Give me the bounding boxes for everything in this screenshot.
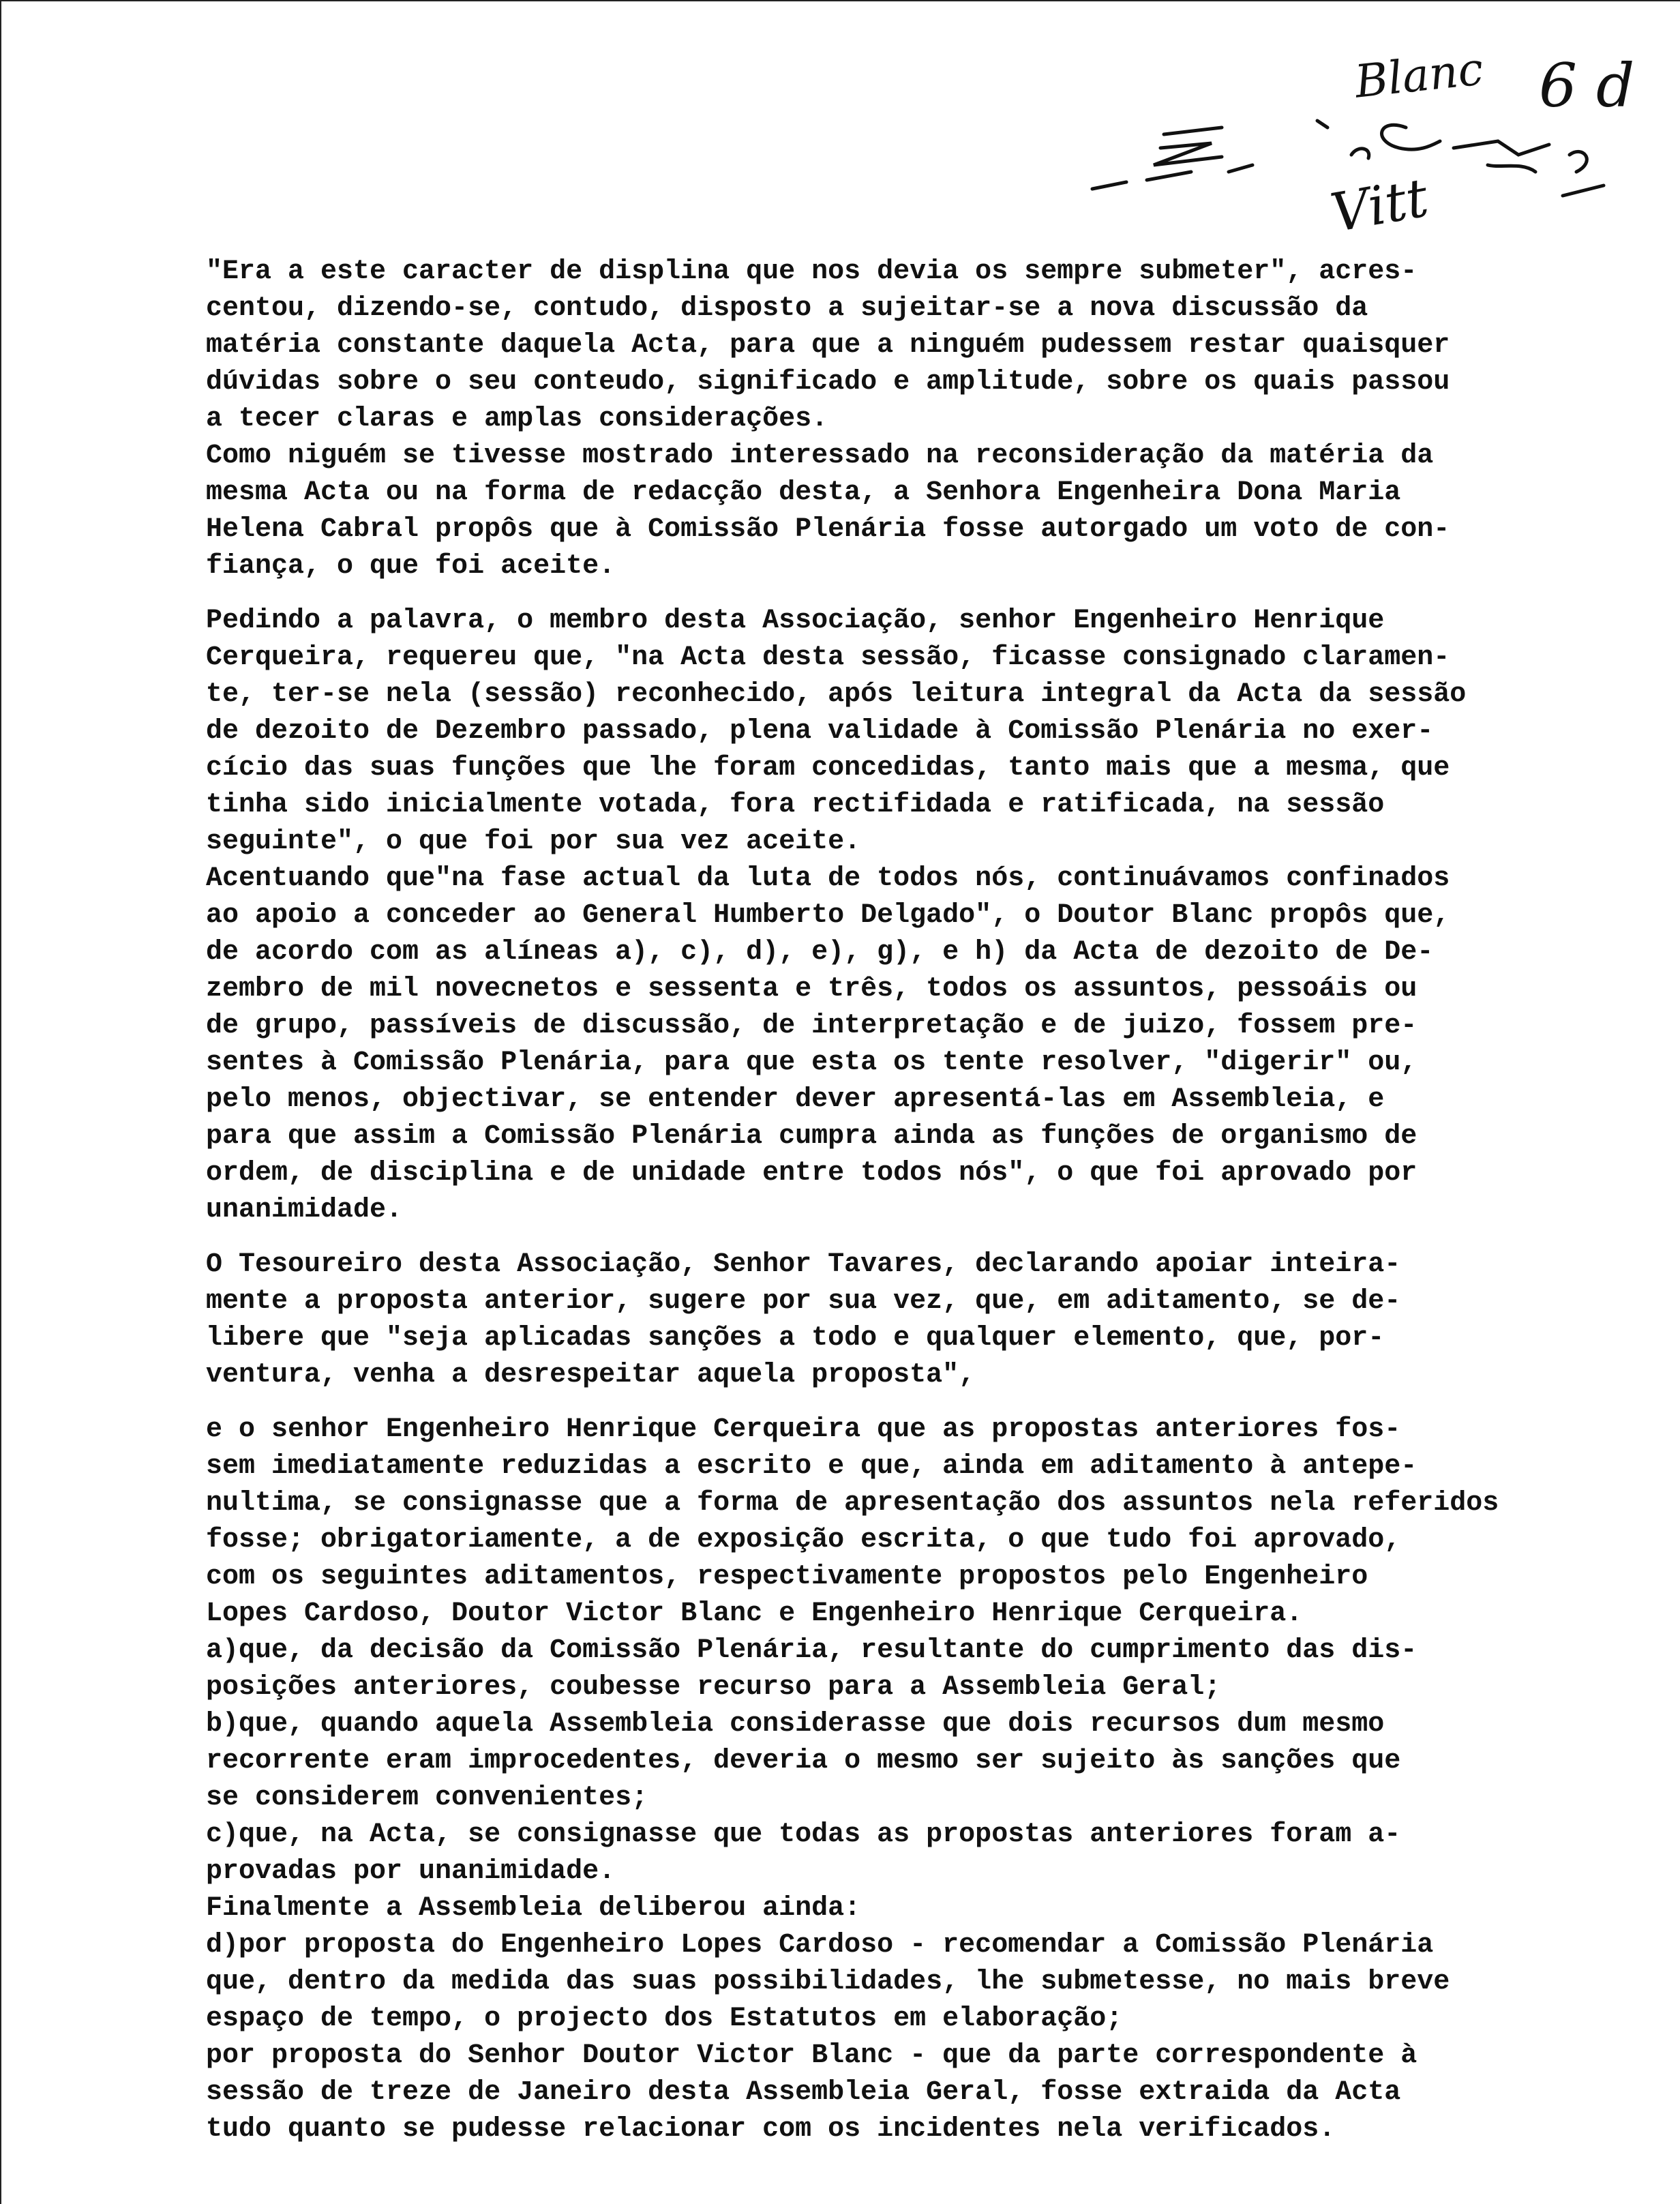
text-line: tinha sido inicialmente votada, fora rectifidada e ratificada, na sessão [206,790,1385,820]
text-line: ordem, de disciplina e de unidade entre todos nós", o que foi aprovado por [206,1158,1418,1189]
handwritten-scribbles [1,1,1680,288]
list-item-d: d)por proposta do Engenheiro Lopes Cardoso - recomendar a Comissão Plenária [206,1930,1434,1961]
text-line: cício das suas funções que lhe foram concedidas, tanto mais que a mesma, que [206,753,1450,784]
text-line: sessão de treze de Janeiro desta Assembleia Geral, fosse extraida da Acta [206,2077,1401,2108]
paragraph-6 [206,1412,1556,2148]
text-line: por proposta do Senhor Doutor Victor Blanc - que da parte correspondente à [206,2040,1418,2071]
list-item-b: b)que, quando aquela Assembleia considerasse que dois recursos dum mesmo [206,1709,1385,1740]
text-line: sem imediatamente reduzidas a escrito e que, ainda em aditamento à antepe- [206,1451,1418,1482]
text-line: provadas por unanimidade. [206,1856,616,1887]
text-line: e o senhor Engenheiro Henrique Cerqueira que as propostas anteriores fos- [206,1414,1401,1445]
text-line: ao apoio a conceder ao General Humberto Delgado", o Doutor Blanc propôs que, [206,900,1450,931]
text-line: Cerqueira, requereu que, "na Acta desta sessão, ficasse consignado claramen- [206,642,1450,673]
handwritten-initials: Vitt [1326,167,1433,245]
paragraph-2 [206,438,1556,585]
text-line: de acordo com as alíneas a), c), d), e), g), e h) da Acta de dezoito de De- [206,937,1434,968]
text-line: pelo menos, objectivar, se entender dever apresentá-las em Assembleia, e [206,1084,1385,1115]
text-line: para que assim a Comissão Plenária cumpra ainda as funções de organismo de [206,1121,1418,1152]
text-line: Como niguém se tivesse mostrado interessado na reconsideração da matéria da [206,441,1434,471]
text-line: te, ter-se nela (sessão) reconhecido, após leitura integral da Acta da sessão [206,679,1467,710]
text-line: nultima, se consignasse que a forma de apresentação dos assuntos nela referidos [206,1488,1499,1519]
text-line: Lopes Cardoso, Doutor Victor Blanc e Engenheiro Henrique Cerqueira. [206,1598,1303,1629]
text-line: mente a proposta anterior, sugere por sua vez, que, em aditamento, se de- [206,1286,1401,1317]
typed-body [206,254,1556,2148]
text-line: seguinte", o que foi por sua vez aceite. [206,827,861,857]
text-line: centou, dizendo-se, contudo, disposto a sujeitar-se a nova discussão da [206,293,1368,324]
text-line: O Tesoureiro desta Associação, Senhor Tavares, declarando apoiar inteira- [206,1249,1401,1280]
handwritten-name: Blanc [1352,42,1486,108]
paragraph-4 [206,861,1556,1229]
paragraph-1 [206,254,1556,438]
text-line: matéria constante daquela Acta, para que a ninguém pudessem restar quaisquer [206,330,1450,361]
text-line: espaço de tempo, o projecto dos Estatutos em elaboração; [206,2004,1123,2034]
text-line: de dezoito de Dezembro passado, plena validade à Comissão Plenária no exer- [206,716,1434,747]
text-line: "Era a este caracter de displina que nos devia os sempre submeter", acres- [206,256,1418,287]
text-line: de grupo, passíveis de discussão, de interpretação e de juizo, fossem pre- [206,1011,1418,1041]
text-line: fiança, o que foi aceite. [206,551,616,582]
text-line: com os seguintes aditamentos, respectivamente propostos pelo Engenheiro [206,1562,1368,1592]
text-line: Acentuando que"na fase actual da luta de todos nós, continuávamos confinados [206,863,1450,894]
text-line: dúvidas sobre o seu conteudo, significado e amplitude, sobre os quais passou [206,367,1450,398]
paragraph-5 [206,1247,1556,1394]
text-line: Finalmente a Assembleia deliberou ainda: [206,1893,861,1924]
text-line: fosse; obrigatoriamente, a de exposição escrita, o que tudo foi aprovado, [206,1525,1401,1555]
text-line: posições anteriores, coubesse recurso para a Assembleia Geral; [206,1672,1221,1703]
text-line: tudo quanto se pudesse relacionar com os incidentes nela verificados. [206,2114,1336,2145]
list-item-a: a)que, da decisão da Comissão Plenária, resultante do cumprimento das dis- [206,1635,1418,1666]
text-line: ventura, venha a desrespeitar aquela proposta", [206,1360,976,1390]
text-line: que, dentro da medida das suas possibilidades, lhe submetesse, no mais breve [206,1967,1450,1997]
text-line: zembro de mil novecnetos e sessenta e três, todos os assuntos, pessoáis ou [206,974,1418,1004]
handwritten-number: 6 d [1539,50,1635,121]
text-line: mesma Acta ou na forma de redacção desta, a Senhora Engenheira Dona Maria [206,477,1401,508]
text-line: unanimidade. [206,1195,403,1225]
paragraph-3 [206,603,1556,861]
text-line: Helena Cabral propôs que à Comissão Plenária fosse autorgado um voto de con- [206,514,1450,545]
text-line: recorrente eram improcedentes, deveria o mesmo ser sujeito às sanções que [206,1746,1401,1776]
text-line: sentes à Comissão Plenária, para que esta os tente resolver, "digerir" ou, [206,1047,1418,1078]
list-item-c: c)que, na Acta, se consignasse que todas as propostas anteriores foram a- [206,1819,1401,1850]
text-line: Pedindo a palavra, o membro desta Associação, senhor Engenheiro Henrique [206,606,1385,636]
text-line: se considerem convenientes; [206,1783,648,1813]
text-line: libere que "seja aplicadas sanções a todo e qualquer elemento, que, por- [206,1323,1385,1354]
text-line: a tecer claras e amplas considerações. [206,404,828,434]
